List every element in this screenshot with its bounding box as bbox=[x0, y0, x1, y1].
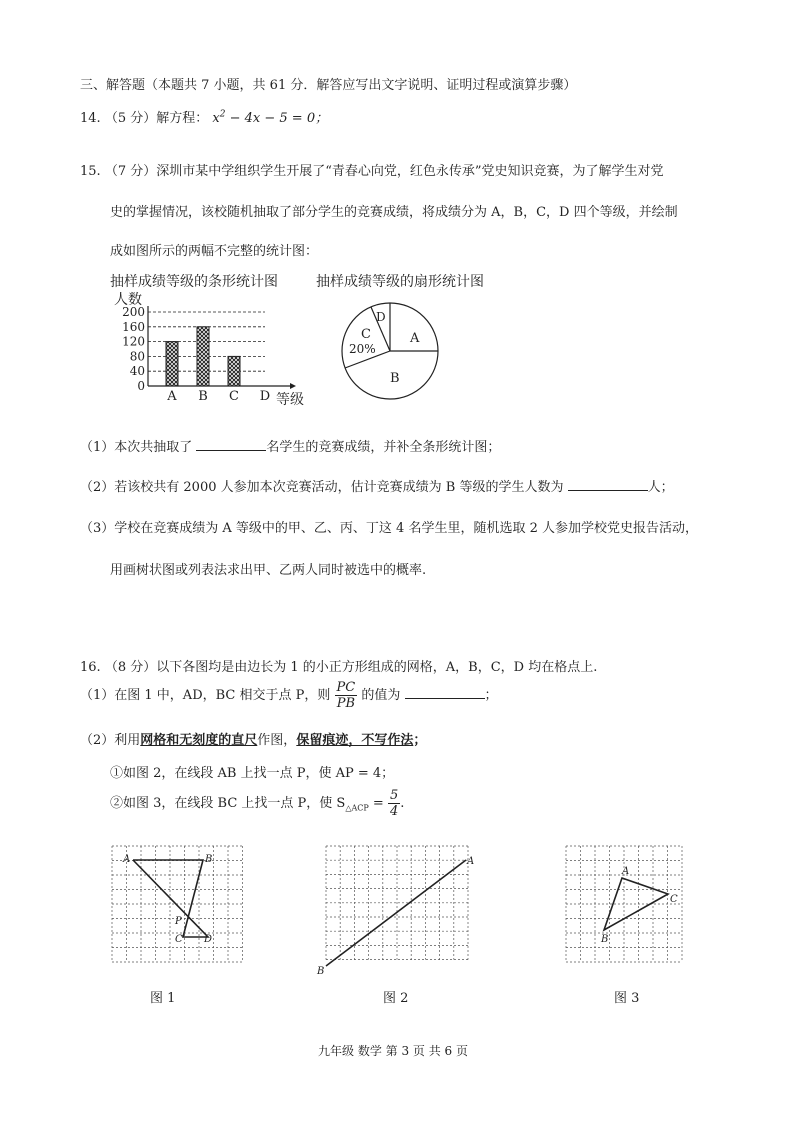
q16-intro: 以下各图均是由边长为 1 的小正方形组成的网格，A，B，C，D 均在格点上. bbox=[156, 660, 598, 675]
q15-sub2: （2）若该校共有 2000 人参加本次竞赛活动，估计竞赛成绩为 B 等级的学生人数为 人； bbox=[80, 480, 674, 495]
pie-label-b: B bbox=[390, 371, 400, 386]
bar-category-label: A bbox=[167, 389, 177, 404]
q14-equation: $x^2 - 4x - 5 = 0$； bbox=[212, 109, 329, 126]
q16-score: （8 分） bbox=[104, 660, 157, 675]
q15-sub3-line1: （3）学校在竞赛成绩为 A 等级中的甲、乙、丙、丁这 4 名学生里，随机选取 2 人参加学校党史报告活动， bbox=[80, 521, 698, 536]
q15-sub2-blank[interactable] bbox=[568, 478, 648, 491]
pie-label-a: A bbox=[410, 331, 420, 346]
bar-chart-title: 抽样成绩等级的条形统计图 bbox=[110, 274, 278, 290]
bar-category-label: D bbox=[259, 389, 271, 404]
bar-ylabel: 人数 bbox=[114, 292, 142, 308]
fig1-shape bbox=[133, 860, 208, 937]
q16-item1: ①如图 2，在线段 AB 上找一点 P，使 AP = 4； bbox=[110, 766, 395, 781]
fig2-label-a: A bbox=[467, 856, 475, 867]
q16-fraction: $\frac{PC}{PB}$ bbox=[336, 680, 356, 711]
question-14 bbox=[80, 107, 328, 126]
bar-y-tick-label: 160 bbox=[122, 319, 145, 334]
q14-number: 14. bbox=[80, 111, 101, 126]
q15-line1: 深圳市某中学组织学生开展了“青春心向党，红色永传承”党史知识竞赛，为了解学生对党 bbox=[156, 164, 664, 179]
bar-chart bbox=[100, 286, 310, 408]
q16-item2-fraction: $\frac{5}{4}$ bbox=[389, 788, 399, 819]
q15-sub1: （1）本次共抽取了 名学生的竞赛成绩，并补全条形统计图； bbox=[80, 440, 501, 455]
bar-category-label: C bbox=[229, 389, 239, 404]
q16-sub1: （1）在图 1 中，AD，BC 相交于点 P，则 $\frac{PC}{PB}$ 的值为 ； bbox=[80, 680, 498, 711]
fig3-caption: 图 3 bbox=[614, 991, 640, 1006]
fig2-label-b: B bbox=[317, 966, 325, 977]
q16-sub2: （2）利用网格和无刻度的直尺作图，保留痕迹，不写作法； bbox=[80, 733, 427, 748]
bar-c bbox=[228, 356, 240, 386]
question-15-line1 bbox=[80, 160, 664, 179]
q15-score: （7 分） bbox=[104, 164, 157, 179]
fig1-label-b: B bbox=[205, 854, 213, 865]
pie-label-d: D bbox=[376, 310, 386, 324]
page-footer: 九年级 数学 第 3 页 共 6 页 bbox=[318, 1044, 468, 1058]
q15-number: 15. bbox=[80, 164, 101, 179]
bar-y-tick-label: 40 bbox=[129, 364, 145, 379]
q15-sub3-line2: 用画树状图或列表法求出甲、乙两人同时被选中的概率. bbox=[110, 563, 427, 578]
q14-text: 解方程： bbox=[156, 111, 209, 126]
bar-a bbox=[166, 342, 178, 386]
q14-score: （5 分） bbox=[104, 111, 157, 126]
question-15-line2: 史的掌握情况，该校随机抽取了部分学生的竞赛成绩，将成绩分为 A，B，C，D 四个等级，并绘制 bbox=[110, 205, 678, 220]
fig3-grid bbox=[566, 846, 682, 962]
fig3-label-a: A bbox=[622, 866, 630, 877]
figure-3 bbox=[560, 842, 695, 972]
question-16 bbox=[80, 656, 597, 675]
q16-item2: ②如图 3，在线段 BC 上找一点 P，使 $S_{\triangle ACP}$ = $\frac{5}{4}$ . bbox=[110, 788, 405, 819]
figure-2 bbox=[316, 842, 476, 977]
bar-category-label: B bbox=[198, 389, 208, 404]
pie-chart bbox=[338, 300, 448, 406]
bar-x-arrow bbox=[290, 383, 296, 389]
fig1-label-p: P bbox=[175, 916, 182, 927]
fig1-label-d: D bbox=[204, 934, 213, 945]
fig1-label-c: C bbox=[175, 934, 183, 945]
fig2-segment-ab bbox=[326, 860, 466, 966]
fig1-label-a: A bbox=[123, 854, 131, 865]
fig2-grid bbox=[326, 846, 468, 960]
fig2-caption: 图 2 bbox=[383, 991, 409, 1006]
bar-y-tick-label: 120 bbox=[122, 334, 145, 349]
pie-chart-title: 抽样成绩等级的扇形统计图 bbox=[316, 274, 484, 290]
fig1-caption: 图 1 bbox=[150, 991, 176, 1006]
pie-label-c: C bbox=[361, 327, 371, 342]
q16-sub1-blank[interactable] bbox=[405, 686, 485, 699]
pie-label-c-percent: 20% bbox=[349, 342, 376, 356]
bar-y-tick-label: 80 bbox=[129, 349, 145, 364]
section-heading: 三、解答题（本题共 7 小题，共 61 分．解答应写出文字说明、证明过程或演算步骤） bbox=[80, 78, 577, 93]
q15-sub1-blank[interactable] bbox=[196, 438, 266, 451]
bar-y-tick-label: 200 bbox=[122, 305, 145, 319]
question-15-line3: 成如图所示的两幅不完整的统计图： bbox=[110, 244, 319, 259]
bar-xlabel: 等级 bbox=[276, 392, 304, 408]
q16-number: 16. bbox=[80, 660, 101, 675]
bar-y-tick-label: 0 bbox=[137, 379, 145, 393]
figure-1 bbox=[108, 842, 243, 967]
fig3-label-c: C bbox=[670, 894, 678, 905]
bar-b bbox=[197, 327, 209, 386]
fig3-label-b: B bbox=[601, 934, 609, 945]
